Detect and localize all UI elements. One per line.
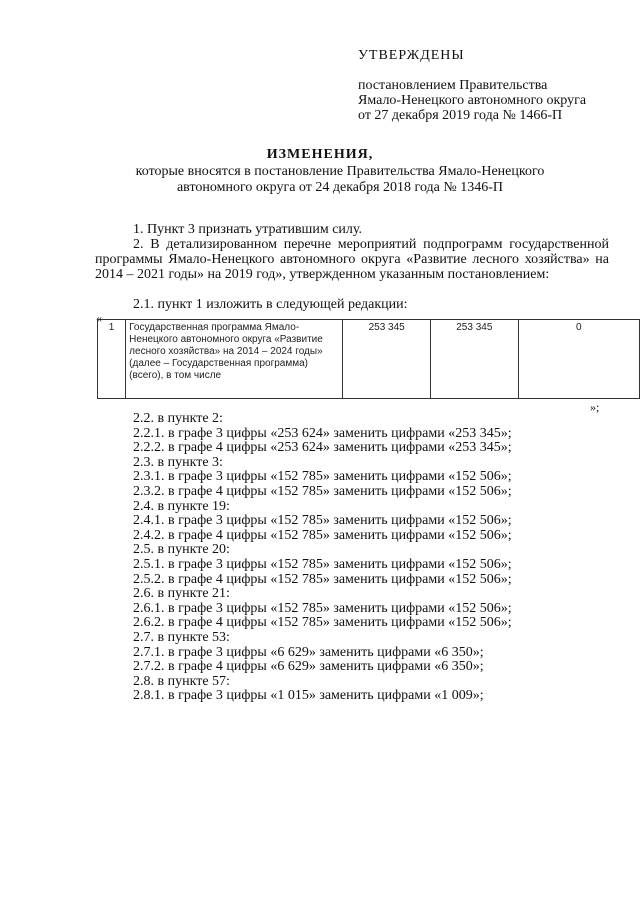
- list-item: 2.2. в пункте 2:: [133, 411, 223, 426]
- list-item: 2.5. в пункте 20:: [133, 542, 230, 558]
- approval-stamp: [358, 48, 586, 123]
- document-subtitle: которые вносятся в постановление Правительства Ямало-Ненецкого автономного округа от 24 декабря 2018 года № 1346-П: [135, 164, 545, 195]
- amendment-list: [133, 412, 512, 704]
- list-item: 2.5.2. в графе 4 цифры «152 785» заменить цифрами «152 506»;: [133, 571, 512, 587]
- list-item: 2.3. в пункте 3:: [133, 454, 223, 470]
- list-item: 2.6. в пункте 21:: [133, 586, 230, 602]
- paragraph-1: 1. Пункт 3 признать утратившим силу.: [133, 222, 362, 237]
- list-item: 2.7.1. в графе 3 цифры «6 629» заменить цифрами «6 350»;: [133, 644, 484, 660]
- program-table: [97, 319, 640, 399]
- list-item: 2.6.1. в графе 3 цифры «152 785» заменить цифрами «152 506»;: [133, 600, 512, 616]
- table-cell-col4: 253 345: [430, 320, 518, 399]
- table-cell-name: Государственная программа Ямало-Ненецкого автономного округа «Развитие лесного хозяйства» на 2014 – 2024 годы» (далее – Государственная программа) (всего), в том числе: [126, 320, 343, 399]
- list-item: 2.2.1. в графе 3 цифры «253 624» заменить цифрами «253 345»;: [133, 425, 512, 441]
- table-cell-col3: 253 345: [343, 320, 431, 399]
- paragraph-2-1: 2.1. пункт 1 изложить в следующей редакции:: [133, 297, 408, 312]
- approval-line: Ямало-Ненецкого автономного округа: [358, 93, 587, 108]
- paragraph-2: 2. В детализированном перечне мероприятий подпрограмм государственной программы Ямало-Ненецкого автономного округа «Развитие лесного хозяйства» на 2014 – 2021 годы» на 2019 год», утвержденном указанным постановлением:: [95, 237, 609, 282]
- approval-title: УТВЕРЖДЕНЫ: [358, 48, 465, 63]
- list-item: 2.2.2. в графе 4 цифры «253 624» заменить цифрами «253 345»;: [133, 440, 512, 456]
- table-cell-col5: 0: [518, 320, 639, 399]
- list-item: 2.8. в пункте 57:: [133, 673, 230, 689]
- list-item: 2.6.2. в графе 4 цифры «152 785» заменить цифрами «152 506»;: [133, 615, 512, 631]
- list-item: 2.3.1. в графе 3 цифры «152 785» заменить цифрами «152 506»;: [133, 469, 512, 485]
- list-item: 2.4.2. в графе 4 цифры «152 785» заменить цифрами «152 506»;: [133, 527, 512, 543]
- table-row: [98, 320, 640, 399]
- close-quote: »;: [590, 400, 600, 414]
- document-title: ИЗМЕНЕНИЯ,: [266, 147, 374, 162]
- list-item: 2.7. в пункте 53:: [133, 629, 230, 645]
- table-cell-num: 1: [98, 320, 126, 399]
- open-quote: «: [96, 311, 102, 325]
- approval-line: постановлением Правительства: [358, 78, 548, 93]
- list-item: 2.4. в пункте 19:: [133, 498, 230, 514]
- list-item: 2.7.2. в графе 4 цифры «6 629» заменить цифрами «6 350»;: [133, 659, 484, 675]
- approval-line: от 27 декабря 2019 года № 1466-П: [358, 108, 563, 123]
- list-item: 2.3.2. в графе 4 цифры «152 785» заменить цифрами «152 506»;: [133, 483, 512, 499]
- list-item: 2.4.1. в графе 3 цифры «152 785» заменить цифрами «152 506»;: [133, 513, 512, 529]
- list-item: 2.8.1. в графе 3 цифры «1 015» заменить цифрами «1 009»;: [133, 688, 484, 704]
- list-item: 2.5.1. в графе 3 цифры «152 785» заменить цифрами «152 506»;: [133, 556, 512, 572]
